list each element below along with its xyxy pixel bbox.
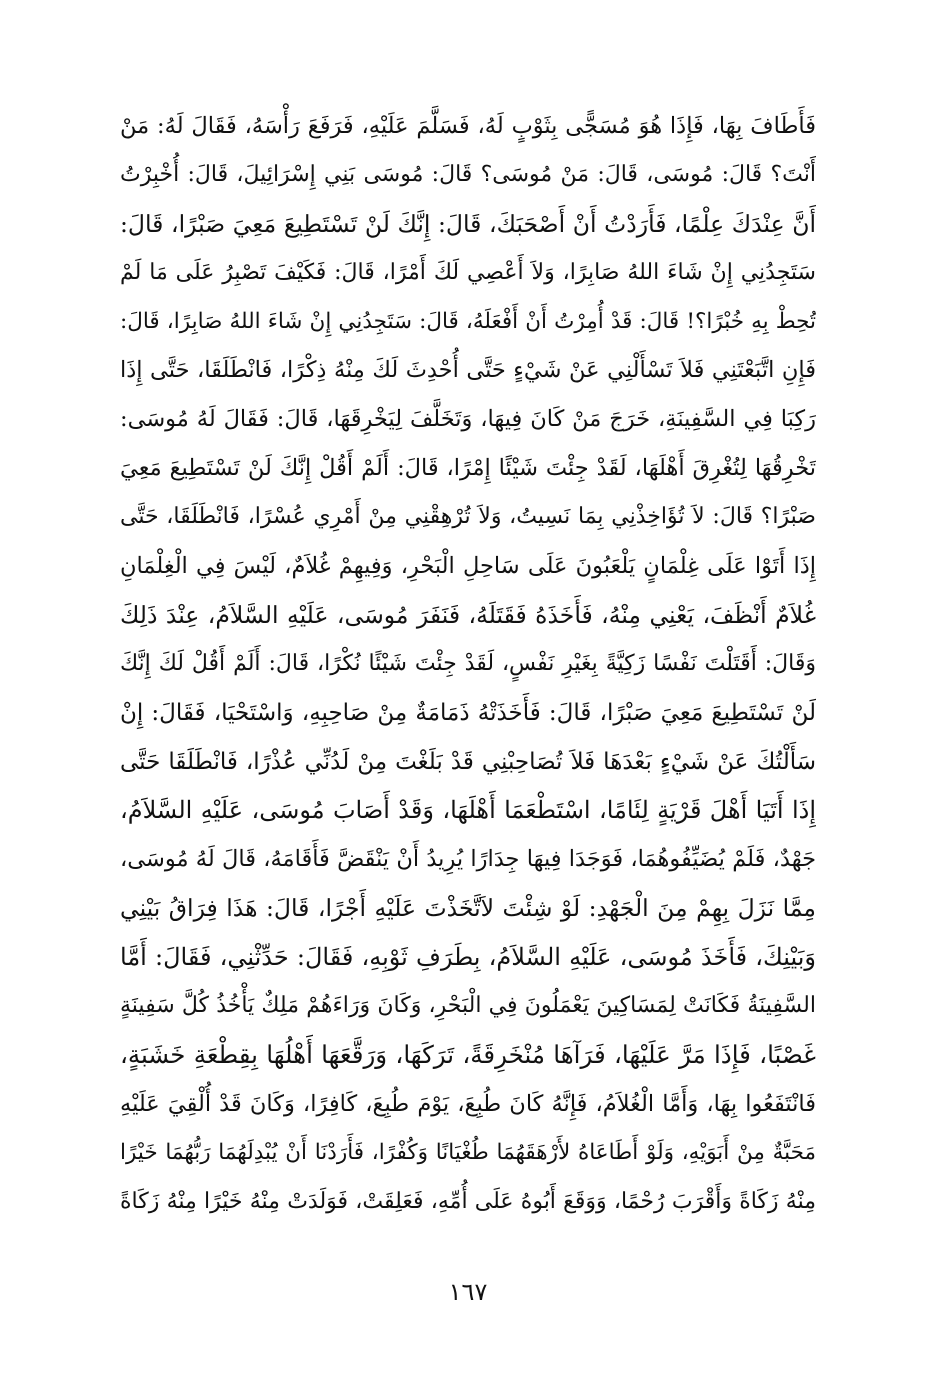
text-line: تُحِطْ بِهِ خُبْرًا؟! قَالَ: قَدْ أُمِرْتُ أَنْ أَفْعَلَهُ، قَالَ: سَتَجِدُنِي إِنْ شَاءَ اللهُ صَابِرًا، قَالَ: [120,308,816,334]
text-line: لَنْ تَسْتَطِيعَ مَعِيَ صَبْرًا، قَالَ: فَأَخَذَتْهُ ذَمَامَةٌ مِنْ صَاحِبِهِ، وَاسْتَحْيَا، فَقَالَ: إِنْ [120,699,816,726]
page-number: ١٦٧ [448,1278,488,1306]
body-text [120,102,816,1226]
text-line: إِذَا أَتَوْا عَلَى غِلْمَانٍ يَلْعَبُونَ عَلَى سَاحِلِ الْبَحْرِ، وَفِيهِمْ غُلاَمٌ، لَيْسَ فِي الْغِلْمَانِ [120,553,816,580]
text-line: مِمَّا نَزَلَ بِهِمْ مِنَ الْجَهْدِ: لَوْ شِئْتَ لاَتَّخَذْتَ عَلَيْهِ أَجْرًا، قَالَ: هَذَا فِرَاقُ بَيْنِي [120,894,816,923]
text-line: أَنْتَ؟ قَالَ: مُوسَى، قَالَ: مَنْ مُوسَى؟ قَالَ: مُوسَى بَنِي إِسْرَائِيلَ، قَالَ: أُخْبِرْتُ [120,161,816,187]
text-line: صَبْرًا؟ قَالَ: لاَ تُؤَاخِذْنِي بِمَا نَسِيتُ، وَلاَ تُرْهِقْنِي مِنْ أَمْرِي عُسْرًا، فَانْطَلَقَا، حَتَّى [120,504,816,530]
text-line: وَبَيْنِكَ، فَأَخَذَ مُوسَى، عَلَيْهِ السَّلاَمُ، بِطَرَفِ ثَوْبِهِ، فَقَالَ: حَدِّثْنِي، فَقَالَ: أَمَّا [120,943,816,972]
text-line: أَنَّ عِنْدَكَ عِلْمًا، فَأَرَدْتُ أَنْ أَصْحَبَكَ، قَالَ: إِنَّكَ لَنْ تَسْتَطِيعَ مَعِيَ صَبْرًا، قَالَ: [120,209,816,238]
text-line: فَانْتَفَعُوا بِهَا، وَأَمَّا الْغُلاَمُ، فَإِنَّهُ كَانَ طُبِعَ، يَوْمَ طُبِعَ، كَافِرًا، وَكَانَ قَدْ أُلْقِيَ عَلَيْهِ [120,1090,816,1117]
text-line: إِذَا أَتَيَا أَهْلَ قَرْيَةٍ لِئَامًا، اسْتَطْعَمَا أَهْلَهَا، وَقَدْ أَصَابَ مُوسَى، عَلَيْهِ السَّلاَمُ، [120,796,816,825]
text-line: تَخْرِقُهَا لِتُغْرِقَ أَهْلَهَا، لَقَدْ جِئْتَ شَيْئًا إِمْرًا، قَالَ: أَلَمْ أَقُلْ إِنَّكَ لَنْ تَسْتَطِيعَ مَعِيَ [120,455,816,482]
text-line: مَحَبَّةٌ مِنْ أَبَوَيْهِ، وَلَوْ أَطَاعَاهُ لأَرْهَقَهُمَا طُغْيَانًا وَكُفْرًا، فَأَرَدْنَا أَنْ يُبْدِلَهُمَا رَبُّهُمَا خَيْرًا [120,1139,816,1165]
text-line: رَكِبَا فِي السَّفِينَةِ، خَرَجَ مَنْ كَانَ فِيهَا، وَتَخَلَّفَ لِيَخْرِقَهَا، قَالَ: فَقَالَ لَهُ مُوسَى: [120,406,816,433]
text-line: سَتَجِدُنِي إِنْ شَاءَ اللهُ صَابِرًا، وَلاَ أَعْصِي لَكَ أَمْرًا، قَالَ: فَكَيْفَ تَصْبِرُ عَلَى مَا لَمْ [120,259,816,285]
text-line: وَقَالَ: أَقَتَلْتَ نَفْسًا زَكِيَّةً بِغَيْرِ نَفْسٍ، لَقَدْ جِئْتَ شَيْئًا نُكْرًا، قَالَ: أَلَمْ أَقُلْ لَكَ إِنَّكَ [120,650,816,676]
text-line: فَأَطَافَ بِهَا، فَإِذَا هُوَ مُسَجًّى بِثَوْبٍ لَهُ، فَسَلَّمَ عَلَيْهِ، فَرَفَعَ رَأْسَهُ، فَقَالَ لَهُ: مَنْ [120,113,816,139]
text-line: جَهْدٌ، فَلَمْ يُضَيِّفُوهُمَا، فَوَجَدَا فِيهَا جِدَارًا يُرِيدُ أَنْ يَنْقَضَّ فَأَقَامَهُ، قَالَ لَهُ مُوسَى، [120,846,816,873]
text-line: غَصْبًا، فَإِذَا مَرَّ عَلَيْهَا، فَرَآهَا مُنْخَرِقَةً، تَرَكَهَا، وَرَقَّعَهَا أَهْلُهَا بِقِطْعَةِ خَشَبَةٍ، [120,1039,816,1069]
text-line: غُلاَمٌ أَنْظَفَ، يَعْنِي مِنْهُ، فَأَخَذَهُ فَقَتَلَهُ، فَنَفَرَ مُوسَى، عَلَيْهِ السَّلاَمُ، عِنْدَ ذَلِكَ [120,600,816,629]
text-line: فَإِنِ اتَّبَعْتَنِي فَلاَ تَسْأَلْنِي عَنْ شَيْءٍ حَتَّى أُحْدِثَ لَكَ مِنْهُ ذِكْرًا، فَانْطَلَقَا، حَتَّى إِذَا [120,357,816,384]
text-line: سَأَلْتُكَ عَنْ شَيْءٍ بَعْدَهَا فَلاَ تُصَاحِبْنِي قَدْ بَلَغْتَ مِنْ لَدُنِّي عُذْرًا، فَانْطَلَقَا حَتَّى [120,748,816,775]
text-line: مِنْهُ زَكَاةً وَأَقْرَبَ رُحْمًا، وَوَقَعَ أَبُوهُ عَلَى أُمِّهِ، فَعَلِقَتْ، فَوَلَدَتْ مِنْهُ خَيْرًا مِنْهُ زَكَاةً [120,1188,816,1214]
text-line: السَّفِينَةُ فَكَانَتْ لِمَسَاكِينَ يَعْمَلُونَ فِي الْبَحْرِ، وَكَانَ وَرَاءَهُمْ مَلِكٌ يَأْخُذُ كُلَّ سَفِينَةٍ [120,993,816,1019]
